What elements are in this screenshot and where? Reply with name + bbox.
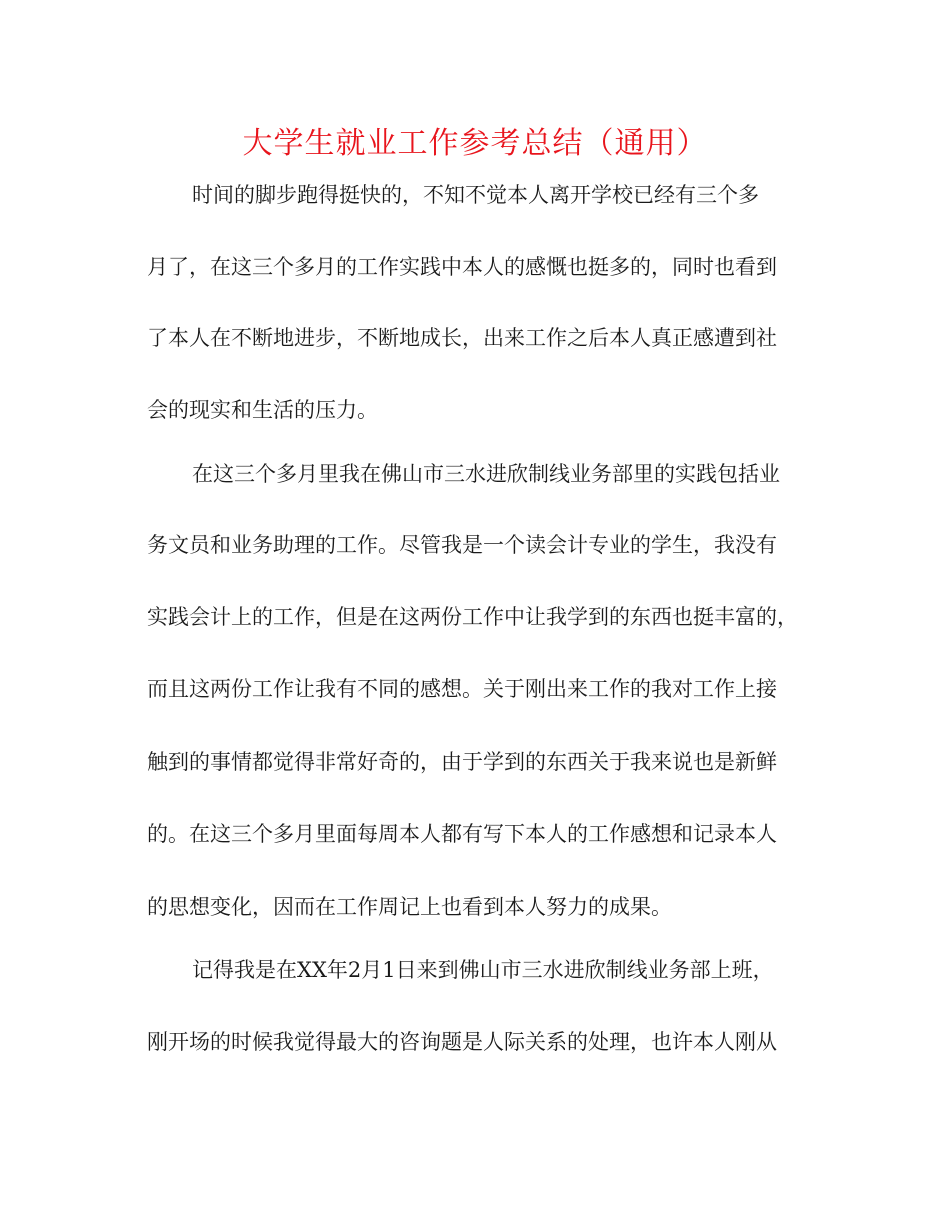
paragraph-line: 在这三个多月里我在佛山市三水进欣制线业务部里的实践包括业 (192, 462, 780, 486)
paragraph-line: 月了，在这三个多月的工作实践中本人的感慨也挺多的，同时也看到 (147, 255, 777, 279)
paragraph-line: 务文员和业务助理的工作。尽管我是一个读会计专业的学生，我没有 (147, 533, 777, 557)
paragraph-line: 时间的脚步跑得挺快的，不知不觉本人离开学校已经有三个多 (192, 183, 759, 207)
paragraph-line: 而且这两份工作让我有不同的感想。关于刚出来工作的我对工作上接 (147, 677, 777, 701)
paragraph-line: 的。在这三个多月里面每周本人都有写下本人的工作感想和记录本人 (147, 822, 777, 846)
paragraph-line: 记得我是在XX年2月1日来到佛山市三水进欣制线业务部上班， (192, 958, 774, 982)
document-title: 大学生就业工作参考总结（通用） (242, 126, 708, 161)
paragraph-line: 刚开场的时候我觉得最大的咨询题是人际关系的处理，也许本人刚从 (147, 1030, 777, 1054)
paragraph-line: 实践会计上的工作，但是在这两份工作中让我学到的东西也挺丰富的， (147, 605, 798, 629)
paragraph-line: 触到的事情都觉得非常好奇的，由于学到的东西关于我来说也是新鲜 (147, 750, 777, 774)
paragraph-line: 的思想变化，因而在工作周记上也看到本人努力的成果。 (147, 895, 672, 919)
paragraph-line: 会的现实和生活的压力。 (147, 398, 378, 422)
paragraph-line: 了本人在不断地进步，不断地成长，出来工作之后本人真正感遭到社 (147, 326, 777, 350)
